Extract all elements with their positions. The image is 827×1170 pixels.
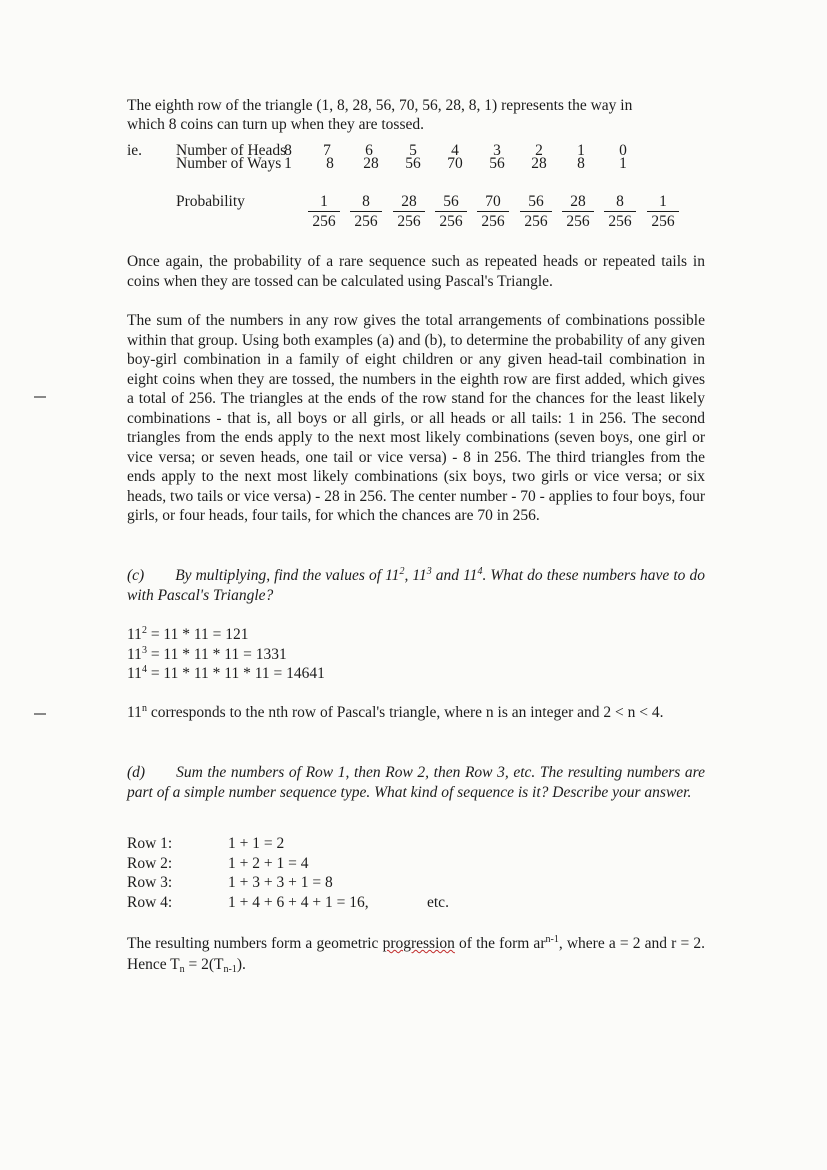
conclusion-d: The resulting numbers form a geometric progression of the form $ar^{n-1}$, where a = 2 and r = 2. Hence $T_n = 2(T_{n-1})$.: [127, 934, 705, 975]
fraction-numerator: 8: [350, 193, 382, 212]
ways-value: 56: [489, 155, 505, 172]
fraction-denominator: 256: [566, 213, 590, 230]
equation-11-fourth: $11^4 = 11 * 11 * 11 * 11 = 14641$: [127, 664, 325, 682]
probability-fraction: [345, 193, 387, 231]
heads-value: 0: [619, 142, 627, 159]
question-c: (c) By multiplying, find the values of $11^2$, $11^3$ and $11^4$. What do these numbers have to do with Pascal's Triangle?: [127, 566, 705, 604]
ways-value: 8: [577, 155, 585, 172]
margin-mark: [34, 396, 46, 398]
equation-11-cubed: $11^3 = 11 * 11 * 11 = 1331$: [127, 645, 287, 663]
margin-mark: [34, 713, 46, 715]
heads-value: 1: [577, 142, 585, 159]
ways-value: 8: [326, 155, 334, 172]
probability-fraction: [303, 193, 345, 231]
fraction-denominator: 256: [439, 213, 463, 230]
ways-value: 1: [619, 155, 627, 172]
row-2-label: Row 2:: [127, 855, 173, 872]
row-2-sum: 1 + 2 + 1 = 4: [228, 855, 309, 872]
fraction-denominator: 256: [397, 213, 421, 230]
fraction-denominator: 256: [354, 213, 378, 230]
row-4-sum: 1 + 4 + 6 + 4 + 1 = 16,: [228, 894, 369, 911]
probability-row-label: Probability: [176, 193, 245, 210]
row-1-sum: 1 + 1 = 2: [228, 835, 285, 852]
question-d-label: (d): [127, 764, 146, 781]
equation-11-squared: $11^2 = 11 * 11 = 121$: [127, 625, 249, 643]
heads-row-label: Number of Heads: [176, 142, 287, 159]
probability-fraction: [472, 193, 514, 231]
row-3-label: Row 3:: [127, 874, 173, 891]
ways-value: 28: [363, 155, 379, 172]
probability-fraction: [642, 193, 684, 231]
paragraph-once-again: Once again, the probability of a rare sequence such as repeated heads or repeated tails in coins when they are tossed can be calculated using Pascal's Triangle.: [127, 253, 705, 290]
heads-value: 7: [323, 142, 331, 159]
fraction-numerator: 28: [393, 193, 425, 212]
ways-row-label: Number of Ways: [176, 155, 282, 172]
question-d: (d) Sum the numbers of Row 1, then Row 2, then Row 3, etc. The resulting numbers are part of a simple number sequence type. What kind of sequence is it? Describe your answer.: [127, 764, 705, 801]
ways-value: 56: [405, 155, 421, 172]
conclusion-c: 11$^n$ corresponds to the nth row of Pascal's triangle, where n is an integer and 2 < n < 4.: [127, 703, 664, 721]
heads-value: 2: [535, 142, 543, 159]
ways-value: 70: [447, 155, 463, 172]
fraction-numerator: 56: [435, 193, 467, 212]
fraction-denominator: 256: [481, 213, 505, 230]
probability-fraction: [515, 193, 557, 231]
intro-line-1: The eighth row of the triangle (1, 8, 28, 56, 70, 56, 28, 8, 1) represents the way in: [127, 97, 633, 114]
question-c-label: (c): [127, 567, 145, 584]
ways-value: 1: [284, 155, 292, 172]
etc-text: etc.: [427, 894, 449, 911]
intro-line-2: which 8 coins can turn up when they are tossed.: [127, 116, 425, 133]
heads-value: 3: [493, 142, 501, 159]
heads-value: 6: [365, 142, 373, 159]
ways-value: 28: [531, 155, 547, 172]
fraction-numerator: 8: [604, 193, 636, 212]
fraction-denominator: 256: [651, 213, 675, 230]
probability-fraction: [599, 193, 641, 231]
paragraph-row-sum: The sum of the numbers in any row gives the total arrangements of combinations possible within that group. Using both examples (a) and (b), to determine the probability of any given boy-girl combination in a family of eight children or any given head-tail combination in eight coins when they are tossed, the numbers in the eighth row are first added, which gives a total of 256. The triangles at the ends of the row stand for the chances for the least likely combinations - that is, all boys or all girls, or all heads or all tails: 1 in 256. The second triangles from the ends apply to the next most likely combinations (seven boys, one girl or vice versa; or seven heads, one tail or vice versa) - 8 in 256. The third triangles from the ends apply to the next most likely combinations (six boys, two girls or vice versa; or six heads, two tails or vice versa) - 28 in 256. The center number - 70 - applies to four boys, four girls, or four heads, four tails, for which the chances are 70 in 256.: [127, 312, 705, 524]
row-3-sum: 1 + 3 + 3 + 1 = 8: [228, 874, 333, 891]
heads-value: 4: [451, 142, 459, 159]
fraction-denominator: 256: [312, 213, 336, 230]
fraction-numerator: 28: [562, 193, 594, 212]
fraction-denominator: 256: [608, 213, 632, 230]
row-1-label: Row 1:: [127, 835, 173, 852]
ie-label: ie.: [127, 142, 143, 159]
heads-value: 5: [409, 142, 417, 159]
probability-fraction: [557, 193, 599, 231]
fraction-numerator: 70: [477, 193, 509, 212]
heads-value: 8: [284, 142, 292, 159]
fraction-numerator: 1: [647, 193, 679, 212]
spellcheck-underlined-word: progression: [382, 935, 455, 952]
fraction-numerator: 1: [308, 193, 340, 212]
probability-fraction: [430, 193, 472, 231]
row-4-label: Row 4:: [127, 894, 173, 911]
fraction-numerator: 56: [520, 193, 552, 212]
probability-fraction: [388, 193, 430, 231]
fraction-denominator: 256: [524, 213, 548, 230]
